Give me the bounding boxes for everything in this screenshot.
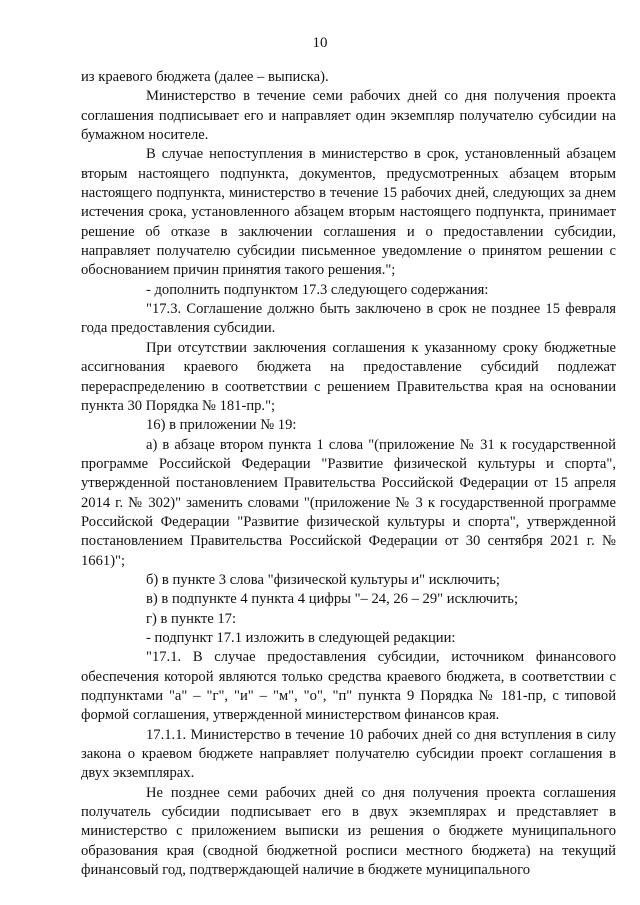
page-number: 10 [312,35,328,51]
paragraph: из краевого бюджета (далее – выписка). [81,69,329,85]
document-body [81,68,616,880]
paragraph: г) в пункте 17: [146,610,236,627]
paragraph: Министерство в течение семи рабочих дней со дня получения проекта соглашения подписывает его и направляет один экземпляр получателю субсидии на бумажном носителе. [81,88,616,144]
paragraph: "17.3. Соглашение должно быть заключено в срок не позднее 15 февраля года предоставления субсидии. [81,301,616,337]
paragraph: 17.1.1. Министерство в течение 10 рабочих дней со дня вступления в силу закона о краевом бюджете направляет получателю субсидии проект соглашения в двух экземплярах. [81,726,616,782]
paragraph: В случае непоступления в министерство в срок, установленный абзацем вторым настоящего подпункта, документов, предусмотренных абзацем вторым настоящего подпункта, министерство в течение 15 рабочих дней, следующих за днем истечения срока, установленного абзацем вторым настоящего подпункта, принимает решение об отказе в заключении соглашения и о предоставлении субсидии, направляет получателю субсидии письменное уведомление о принятом решении с обоснованием причин принятия такого решения."; [81,146,616,279]
paragraph: - подпункт 17.1 изложить в следующей редакции: [146,629,456,646]
paragraph: "17.1. В случае предоставления субсидии, источником финансового обеспечения которой являются только средства краевого бюджета, в соответствии с подпунктами "а" – "г", "и" – "м", "о", "п" пункта 9 Порядка № 181-пр, с типовой формой соглашения, утвержденной министерством финансов края. [81,649,616,724]
paragraph: Не позднее семи рабочих дней со дня получения проекта соглашения получатель субсидии подписывает его в двух экземплярах и представляет в министерство с приложением выписки из решения о бюджете муниципального образования края (сводной бюджетной росписи местного бюджета) на текущий финансовый год, подтверждающей наличие в бюджете муниципального [81,784,616,879]
paragraph: При отсутствии заключения соглашения к указанному сроку бюджетные ассигнования краевого бюджета на предоставление субсидий подлежат перераспределению в соответствии с решением Правительства края на основании пункта 30 Порядка № 181-пр."; [81,339,616,414]
paragraph: б) в пункте 3 слова "физической культуры и" исключить; [146,571,500,588]
paragraph: в) в подпункте 4 пункта 4 цифры "– 24, 26 – 29" исключить; [146,591,519,608]
paragraph: 16) в приложении № 19: [146,417,297,434]
paragraph: - дополнить подпунктом 17.3 следующего содержания: [146,281,489,298]
paragraph: а) в абзаце втором пункта 1 слова "(приложение № 31 к государственной программе Российской Федерации "Развитие физической культуры и спорта", утвержденной постановлением Правительства Российской Федерации от 15 апреля 2014 г. № 302)" заменить словами "(приложение № 3 к государственной программе Российской Федерации "Развитие физической культуры и спорта", утвержденной постановлением Правительства Российской Федерации от 30 сентября 2021 г. № 1661)"; [81,436,616,569]
